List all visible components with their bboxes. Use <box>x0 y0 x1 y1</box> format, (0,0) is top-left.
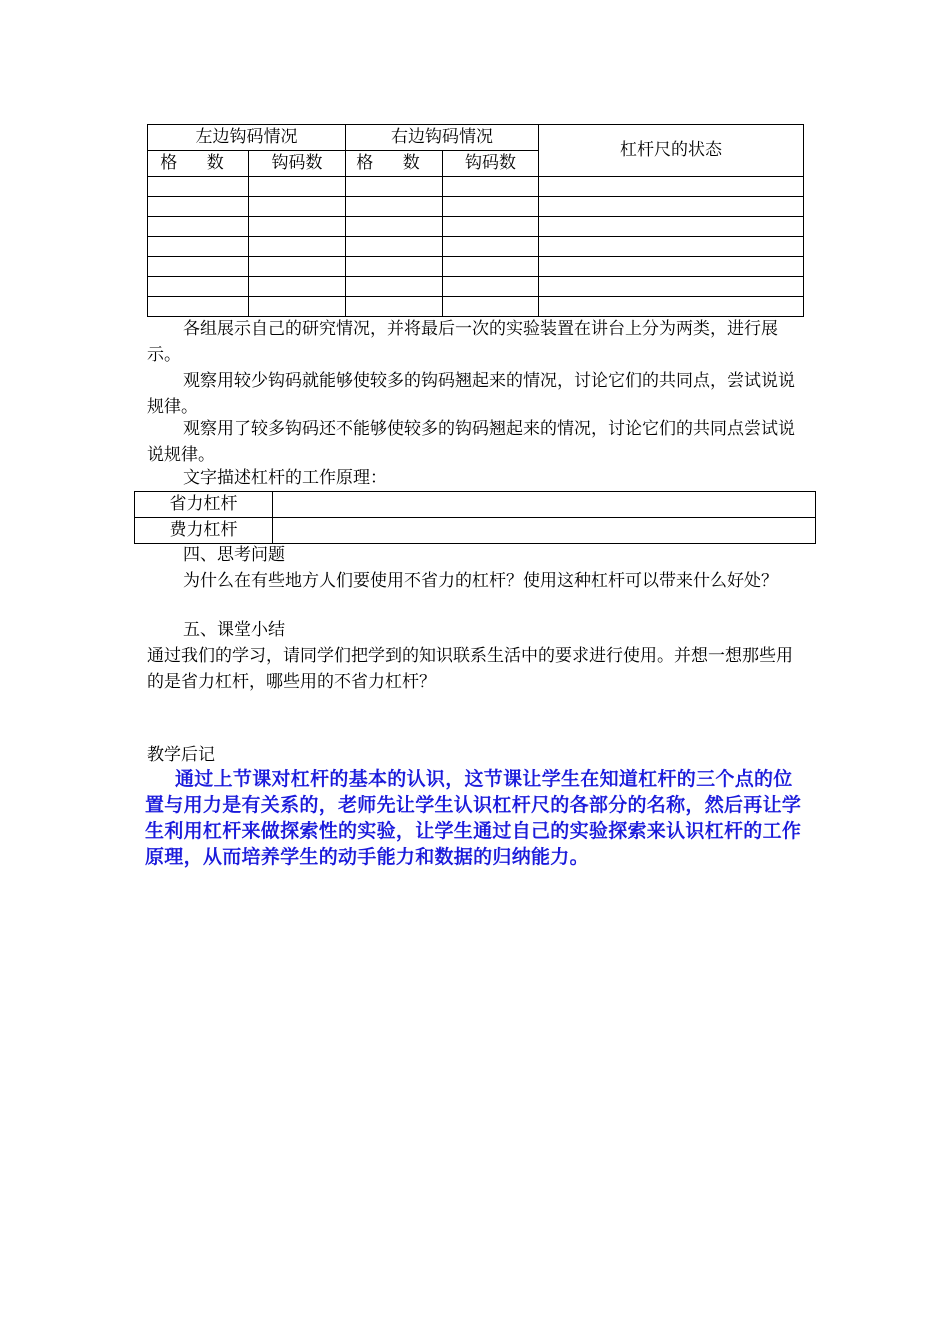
table-cell[interactable] <box>148 237 249 257</box>
header-right-weights: 右边钩码情况 <box>346 125 539 151</box>
paragraph-describe-principle: 文字描述杠杆的工作原理： <box>183 468 387 488</box>
table-row <box>148 277 804 297</box>
table-cell[interactable] <box>539 297 804 317</box>
table-cell[interactable] <box>249 257 346 277</box>
table-cell[interactable] <box>443 197 539 217</box>
table-cell[interactable] <box>539 177 804 197</box>
table-cell[interactable] <box>539 217 804 237</box>
table-cell[interactable] <box>249 237 346 257</box>
section-5-heading: 五、课堂小结 <box>183 620 285 640</box>
label-effort-saving-lever: 省力杠杆 <box>135 492 273 518</box>
table-cell[interactable] <box>346 277 443 297</box>
section-4-question: 为什么在有些地方人们要使用不省力的杠杆？使用这种杠杆可以带来什么好处？ <box>183 571 778 591</box>
table-row <box>135 492 816 518</box>
table-row <box>148 217 804 237</box>
subheader-left-count: 钩码数 <box>249 151 346 177</box>
table-cell[interactable] <box>148 297 249 317</box>
table-cell[interactable] <box>443 297 539 317</box>
table-cell[interactable] <box>346 257 443 277</box>
table-cell[interactable] <box>249 277 346 297</box>
header-left-weights: 左边钩码情况 <box>148 125 346 151</box>
table-row <box>148 177 804 197</box>
subheader-right-count: 钩码数 <box>443 151 539 177</box>
table-cell[interactable] <box>148 177 249 197</box>
answer-cell-effort-costing[interactable] <box>273 518 816 544</box>
table-row <box>148 297 804 317</box>
table-cell[interactable] <box>148 197 249 217</box>
table-cell[interactable] <box>148 257 249 277</box>
table-cell[interactable] <box>443 257 539 277</box>
experiment-record-table <box>147 124 804 317</box>
section-5-summary: 通过我们的学习，请同学们把学到的知识联系生活中的要求进行使用。并想一想那些用的是省力杠杆，哪些用的不省力杠杆？ <box>147 646 793 692</box>
table-cell[interactable] <box>346 237 443 257</box>
table-cell[interactable] <box>539 237 804 257</box>
label-effort-costing-lever: 费力杠杆 <box>135 518 273 544</box>
subheader-right-grid: 格 数 <box>346 151 443 177</box>
table-cell[interactable] <box>443 177 539 197</box>
table-row <box>148 197 804 217</box>
section-4-heading: 四、思考问题 <box>183 545 285 565</box>
paragraph-show-results: 各组展示自己的研究情况，并将最后一次的实验装置在讲台上分为两类，进行展示。 <box>147 319 778 365</box>
postscript-title: 教学后记 <box>147 745 215 765</box>
table-cell[interactable] <box>539 277 804 297</box>
paragraph-observe-effort-saving: 观察用较少钩码就能够使较多的钩码翘起来的情况，讨论它们的共同点，尝试说说规律。 <box>147 371 795 417</box>
postscript-text: 通过上节课对杠杆的基本的认识，这节课让学生在知道杠杆的三个点的位置与用力是有关系的，老师先让学生认识杠杆尺的各部分的名称，然后再让学生利用杠杆来做探索性的实验，让学生通过自己的实验探索来认识杠杆的工作原理，从而培养学生的动手能力和数据的归纳能力。 <box>145 768 802 868</box>
table-cell[interactable] <box>249 297 346 317</box>
table-cell[interactable] <box>346 217 443 237</box>
subheader-left-grid: 格 数 <box>148 151 249 177</box>
table-cell[interactable] <box>443 277 539 297</box>
paragraph-observe-effort-costing: 观察用了较多钩码还不能够使较多的钩码翘起来的情况，讨论它们的共同点尝试说说规律。 <box>147 419 795 465</box>
table-row <box>148 237 804 257</box>
table-cell[interactable] <box>539 197 804 217</box>
table-cell[interactable] <box>249 197 346 217</box>
table-cell[interactable] <box>249 177 346 197</box>
table-cell[interactable] <box>539 257 804 277</box>
table-cell[interactable] <box>346 177 443 197</box>
table-row <box>148 257 804 277</box>
table-cell[interactable] <box>346 297 443 317</box>
table-row <box>135 518 816 544</box>
lever-principle-table <box>134 491 816 544</box>
table-cell[interactable] <box>443 217 539 237</box>
table-cell[interactable] <box>148 217 249 237</box>
header-lever-state: 杠杆尺的状态 <box>539 125 804 177</box>
table-cell[interactable] <box>249 217 346 237</box>
answer-cell-effort-saving[interactable] <box>273 492 816 518</box>
table-cell[interactable] <box>443 237 539 257</box>
table-cell[interactable] <box>148 277 249 297</box>
table-cell[interactable] <box>346 197 443 217</box>
